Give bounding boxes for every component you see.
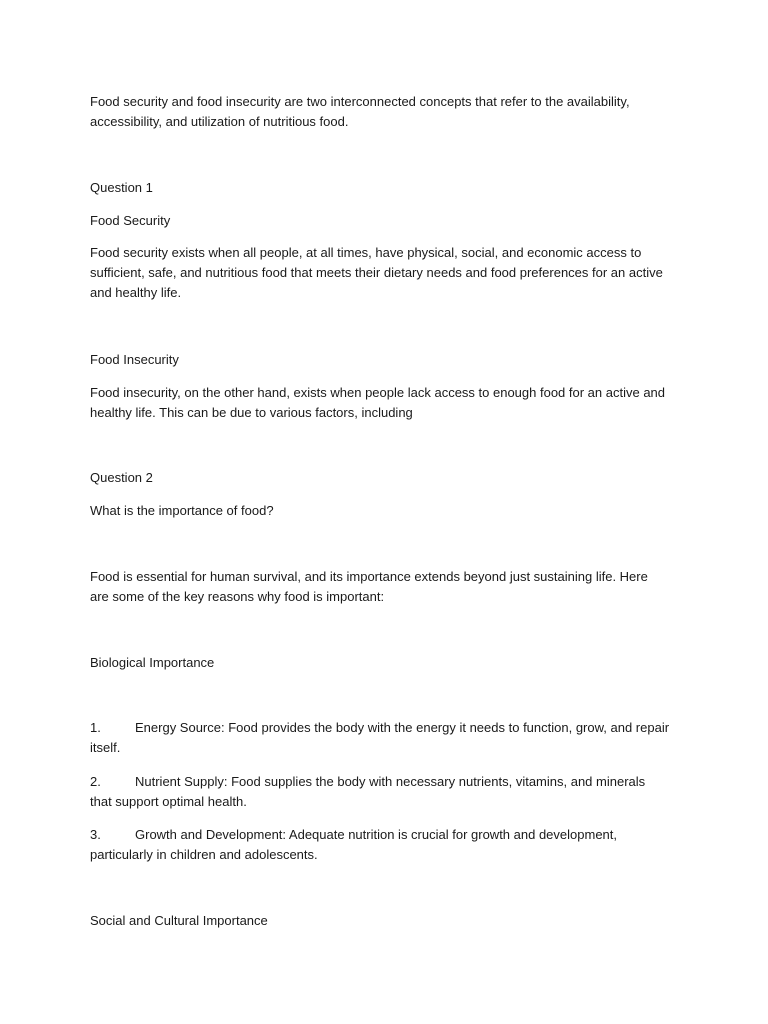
food-insecurity-heading: Food Insecurity xyxy=(90,352,179,367)
list-item xyxy=(90,825,670,865)
food-security-heading: Food Security xyxy=(90,213,171,228)
list-item-number: 3. xyxy=(90,827,101,842)
intro-paragraph: Food security and food insecurity are two interconnected concepts that refer to the availability, accessibility, and utilization of nutritious food. xyxy=(90,94,630,129)
question-1-label: Question 1 xyxy=(90,180,153,195)
food-insecurity-paragraph: Food insecurity, on the other hand, exists when people lack access to enough food for an active and healthy life. This can be due to various factors, including xyxy=(90,385,666,420)
list-item-number: 1. xyxy=(90,720,101,735)
biological-importance-heading: Biological Importance xyxy=(90,655,215,670)
list-item-number: 2. xyxy=(90,774,101,789)
question-2-label: Question 2 xyxy=(90,470,153,485)
social-cultural-importance-heading: Social and Cultural Importance xyxy=(90,913,268,928)
list-item xyxy=(90,772,670,812)
list-item xyxy=(90,718,670,758)
list-item-text: Growth and Development: Adequate nutrition is crucial for growth and development, particularly in children and adolescents. xyxy=(90,827,617,862)
food-security-paragraph: Food security exists when all people, at all times, have physical, social, and economic access to sufficient, safe, and nutritious food that meets their dietary needs and food preferences for an active and healthy life. xyxy=(90,245,663,300)
list-item-text: Energy Source: Food provides the body with the energy it needs to function, grow, and repair itself. xyxy=(90,720,670,755)
question-2-text: What is the importance of food? xyxy=(90,503,274,518)
list-item-text: Nutrient Supply: Food supplies the body with necessary nutrients, vitamins, and minerals that support optimal health. xyxy=(90,774,646,809)
importance-intro-paragraph: Food is essential for human survival, and its importance extends beyond just sustaining life. Here are some of the key reasons why food is important: xyxy=(90,569,648,604)
